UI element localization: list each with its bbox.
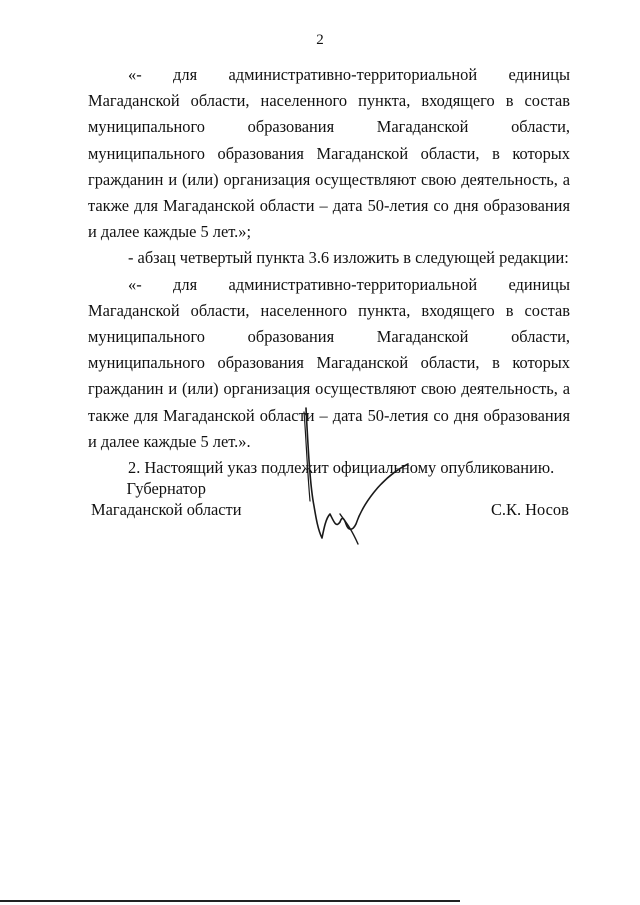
paragraph-quoted-wording-2: «- для административно-территориальной единицы Магаданской области, населенного пункта, входящего в состав муниципального образования Магаданской области, муниципального образования Магаданской области, в которых гражданин и (или) организация осуществляют свою деятельность, а также для Магаданской области – дата 50-летия со дня образования и далее каждые 5 лет.». xyxy=(88,274,570,451)
signer-position-title: Губернатор xyxy=(126,479,206,498)
signer-position xyxy=(91,478,242,520)
signer-name: С.К. Носов xyxy=(491,500,569,519)
paragraph-publication-clause: 2. Настоящий указ подлежит официальному опубликованию. xyxy=(128,458,555,478)
page-number: 2 xyxy=(316,32,324,48)
paragraph-amendment-instruction: - абзац четвертый пункта 3.6 изложить в следующей редакции: xyxy=(128,248,569,268)
paragraph-quoted-wording-1: «- для административно-территориальной единицы Магаданской области, населенного пункта, входящего в состав муниципального образования Магаданской области, муниципального образования Магаданской области, в которых гражданин и (или) организация осуществляют свою деятельность, а также для Магаданской области – дата 50-летия со дня образования и далее каждые 5 лет.»; xyxy=(88,65,570,242)
page-bottom-rule xyxy=(0,900,460,902)
signer-position-region: Магаданской области xyxy=(91,500,242,519)
handwritten-signature xyxy=(300,406,420,556)
